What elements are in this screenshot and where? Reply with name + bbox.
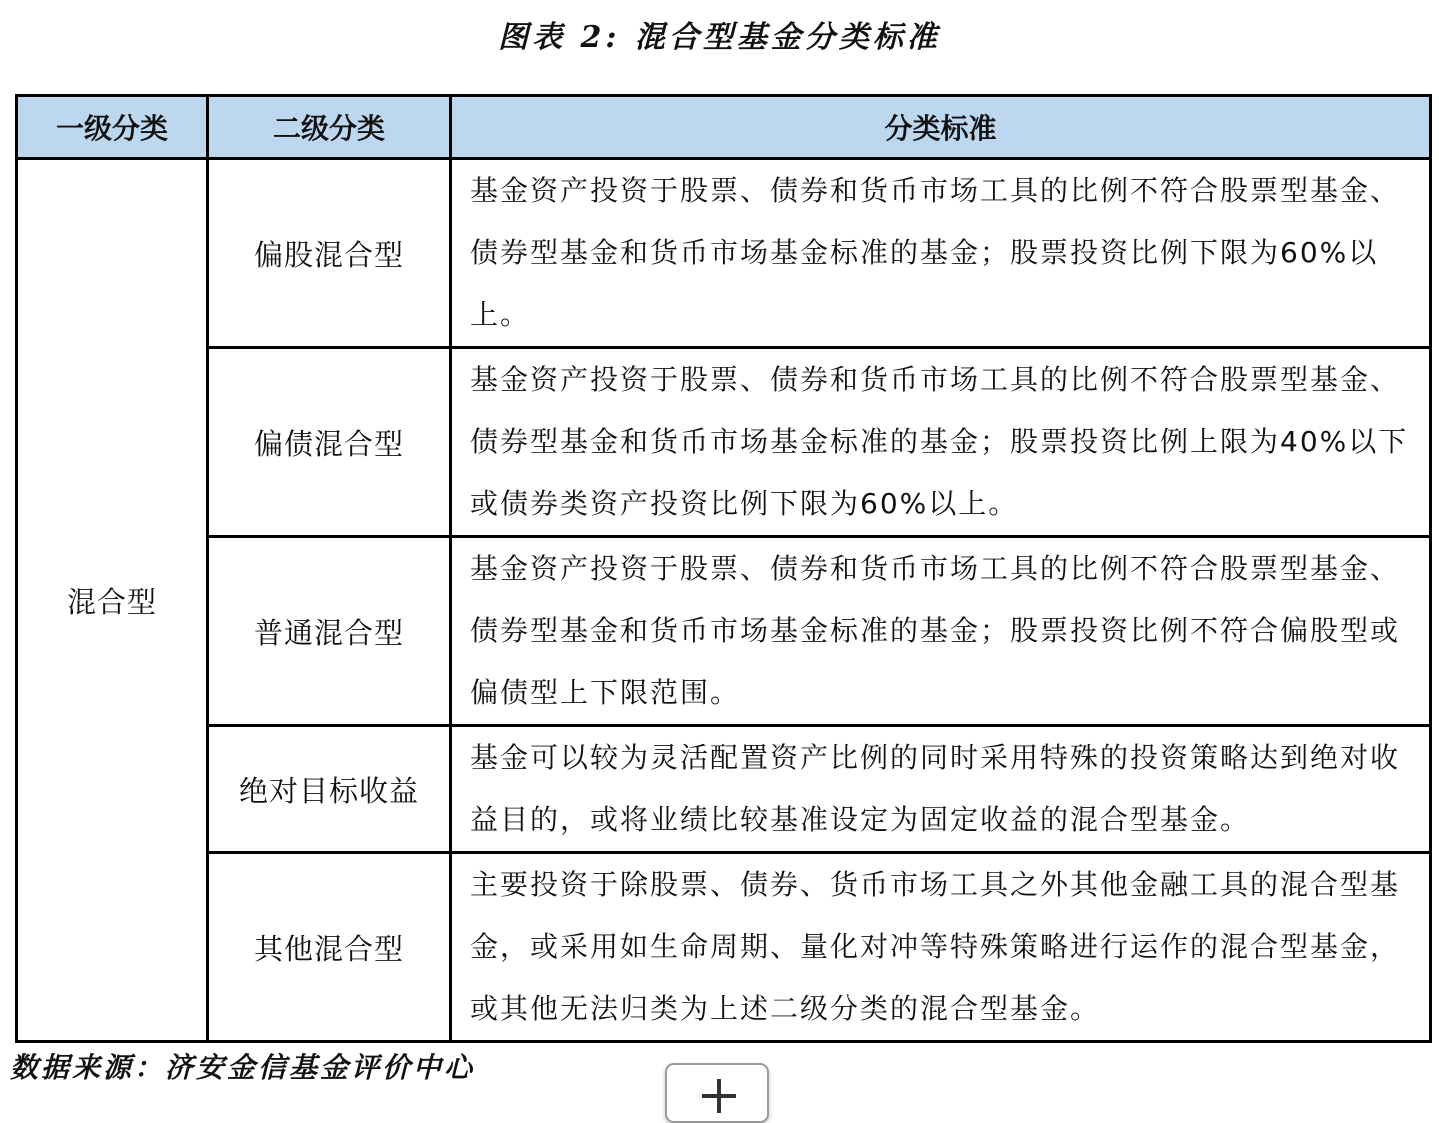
criteria-cell: 主要投资于除股票、债券、货币市场工具之外其他金融工具的混合型基金，或采用如生命周期、量化对冲等特殊策略进行运作的混合型基金，或其他无法归类为上述二级分类的混合型基金。 bbox=[451, 853, 1431, 1042]
add-button[interactable] bbox=[665, 1063, 769, 1123]
table-row bbox=[17, 726, 1431, 853]
table-row bbox=[17, 537, 1431, 726]
table-row bbox=[17, 348, 1431, 537]
header-level1: 一级分类 bbox=[17, 96, 208, 159]
table-header-row bbox=[17, 96, 1431, 159]
criteria-cell: 基金资产投资于股票、债券和货币市场工具的比例不符合股票型基金、债券型基金和货币市场基金标准的基金；股票投资比例不符合偏股型或偏债型上下限范围。 bbox=[451, 537, 1431, 726]
header-level2: 二级分类 bbox=[208, 96, 451, 159]
plus-icon bbox=[702, 1079, 736, 1113]
data-source-note: 数据来源：济安金信基金评价中心 bbox=[10, 1051, 476, 1084]
level2-cell: 绝对目标收益 bbox=[208, 726, 451, 853]
table-row bbox=[17, 159, 1431, 348]
criteria-cell: 基金可以较为灵活配置资产比例的同时采用特殊的投资策略达到绝对收益目的，或将业绩比较基准设定为固定收益的混合型基金。 bbox=[451, 726, 1431, 853]
table-row bbox=[17, 853, 1431, 1042]
level2-cell: 其他混合型 bbox=[208, 853, 451, 1042]
level2-cell: 偏债混合型 bbox=[208, 348, 451, 537]
level2-cell: 偏股混合型 bbox=[208, 159, 451, 348]
figure-title: 图表 2: 混合型基金分类标准 bbox=[498, 20, 941, 55]
level1-cell: 混合型 bbox=[17, 159, 208, 1042]
level2-cell: 普通混合型 bbox=[208, 537, 451, 726]
classification-table bbox=[15, 94, 1432, 1043]
header-criteria: 分类标准 bbox=[451, 96, 1431, 159]
criteria-cell: 基金资产投资于股票、债券和货币市场工具的比例不符合股票型基金、债券型基金和货币市场基金标准的基金；股票投资比例上限为40%以下或债券类资产投资比例下限为60%以上。 bbox=[451, 348, 1431, 537]
criteria-cell: 基金资产投资于股票、债券和货币市场工具的比例不符合股票型基金、债券型基金和货币市场基金标准的基金；股票投资比例下限为60%以上。 bbox=[451, 159, 1431, 348]
